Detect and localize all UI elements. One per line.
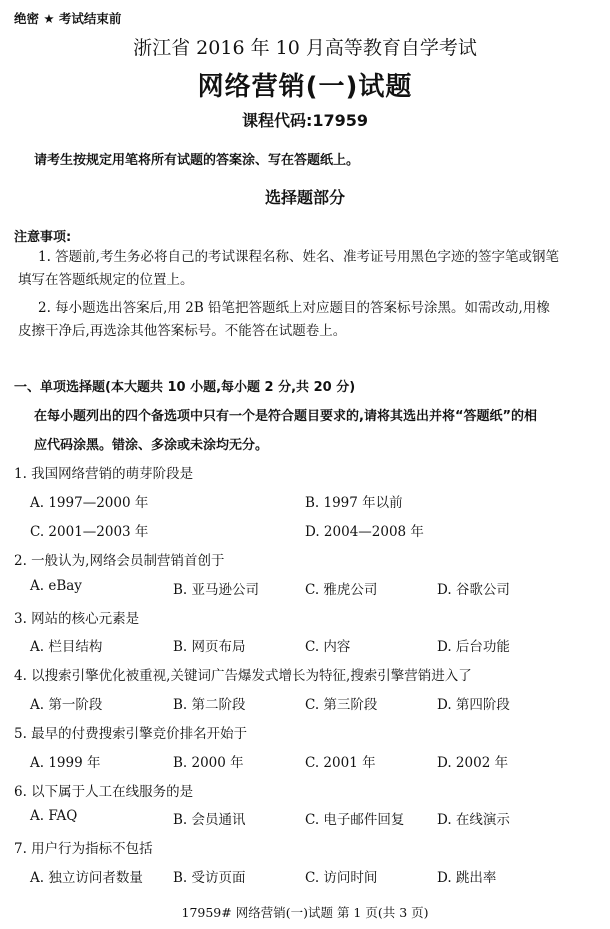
question-6-option-a: A. FAQ — [30, 808, 78, 824]
question-1-stem: 1. 我国网络营销的萌芽阶段是 — [14, 466, 194, 482]
question-2-option-b: B. 亚马逊公司 — [173, 582, 260, 598]
question-5-option-a: A. 1999 年 — [30, 755, 101, 771]
note-2-line-1: 2. 每小题选出答案后,用 2B 铅笔把答题纸上对应题目的答案标号涂黑。如需改动,用橡 — [38, 300, 550, 316]
part1-instruction-line-1: 在每小题列出的四个备选项中只有一个是符合题目要求的,请将其选出并将“答题纸”的相 — [34, 409, 538, 424]
question-3-option-b: B. 网页布局 — [173, 639, 246, 655]
intro-instruction: 请考生按规定用笔将所有试题的答案涂、写在答题纸上。 — [34, 153, 360, 168]
question-3-option-a: A. 栏目结构 — [30, 639, 103, 655]
page-footer: 17959# 网络营销(一)试题 第 1 页(共 3 页) — [181, 905, 429, 920]
question-4-stem: 4. 以搜索引擎优化被重视,关键词广告爆发式增长为特征,搜索引擎营销进入了 — [14, 668, 472, 684]
question-4-option-b: B. 第二阶段 — [173, 697, 246, 713]
question-5-option-c: C. 2001 年 — [305, 755, 376, 771]
question-5-option-b: B. 2000 年 — [173, 755, 244, 771]
question-3-stem: 3. 网站的核心元素是 — [14, 611, 140, 627]
question-1-option-a: A. 1997—2000 年 — [30, 495, 149, 511]
exam-session-title: 浙江省 2016 年 10 月高等教育自学考试 — [133, 37, 477, 59]
question-7-option-d: D. 跳出率 — [437, 870, 497, 886]
question-7-option-c: C. 访问时间 — [305, 870, 378, 886]
question-2-option-d: D. 谷歌公司 — [437, 582, 510, 598]
question-7-stem: 7. 用户行为指标不包括 — [14, 841, 153, 857]
note-1 — [18, 246, 596, 292]
question-4-option-c: C. 第三阶段 — [305, 697, 378, 713]
paper-title: 网络营销(一)试题 — [197, 72, 413, 102]
question-2-stem: 2. 一般认为,网络会员制营销首创于 — [14, 553, 225, 569]
section-title: 选择题部分 — [264, 188, 345, 207]
question-4-option-a: A. 第一阶段 — [30, 697, 103, 713]
note-1-line-1: 1. 答题前,考生务必将自己的考试课程名称、姓名、准考证号用黑色字迹的签字笔或钢笔 — [38, 249, 559, 265]
question-4-option-d: D. 第四阶段 — [437, 697, 510, 713]
notes-heading: 注意事项: — [14, 230, 72, 245]
part1-heading: 一、单项选择题(本大题共 10 小题,每小题 2 分,共 20 分) — [14, 380, 356, 395]
question-1-option-c: C. 2001—2003 年 — [30, 524, 149, 540]
question-1-option-b: B. 1997 年以前 — [305, 495, 403, 511]
question-6-option-b: B. 会员通讯 — [173, 812, 246, 828]
question-5-stem: 5. 最早的付费搜索引擎竞价排名开始于 — [14, 726, 248, 742]
question-6-option-c: C. 电子邮件回复 — [305, 812, 405, 828]
course-code: 课程代码:17959 — [241, 111, 369, 130]
note-2-line-2: 皮擦干净后,再选涂其他答案标号。不能答在试题卷上。 — [18, 323, 347, 339]
question-7-option-a: A. 独立访问者数量 — [30, 870, 143, 886]
note-1-line-2: 填写在答题纸规定的位置上。 — [18, 272, 194, 288]
question-6-stem: 6. 以下属于人工在线服务的是 — [14, 784, 194, 800]
question-3-option-d: D. 后台功能 — [437, 639, 510, 655]
question-6-option-d: D. 在线演示 — [437, 812, 510, 828]
confidential-label: 绝密 ★ 考试结束前 — [14, 11, 122, 26]
question-3-option-c: C. 内容 — [305, 639, 351, 655]
part1-instruction-line-2: 应代码涂黑。错涂、多涂或未涂均无分。 — [34, 438, 269, 453]
question-2-option-a: A. eBay — [30, 578, 82, 594]
question-2-option-c: C. 雅虎公司 — [305, 582, 378, 598]
question-5-option-d: D. 2002 年 — [437, 755, 509, 771]
question-1-option-d: D. 2004—2008 年 — [305, 524, 424, 540]
note-2 — [18, 297, 596, 343]
question-7-option-b: B. 受访页面 — [173, 870, 246, 886]
